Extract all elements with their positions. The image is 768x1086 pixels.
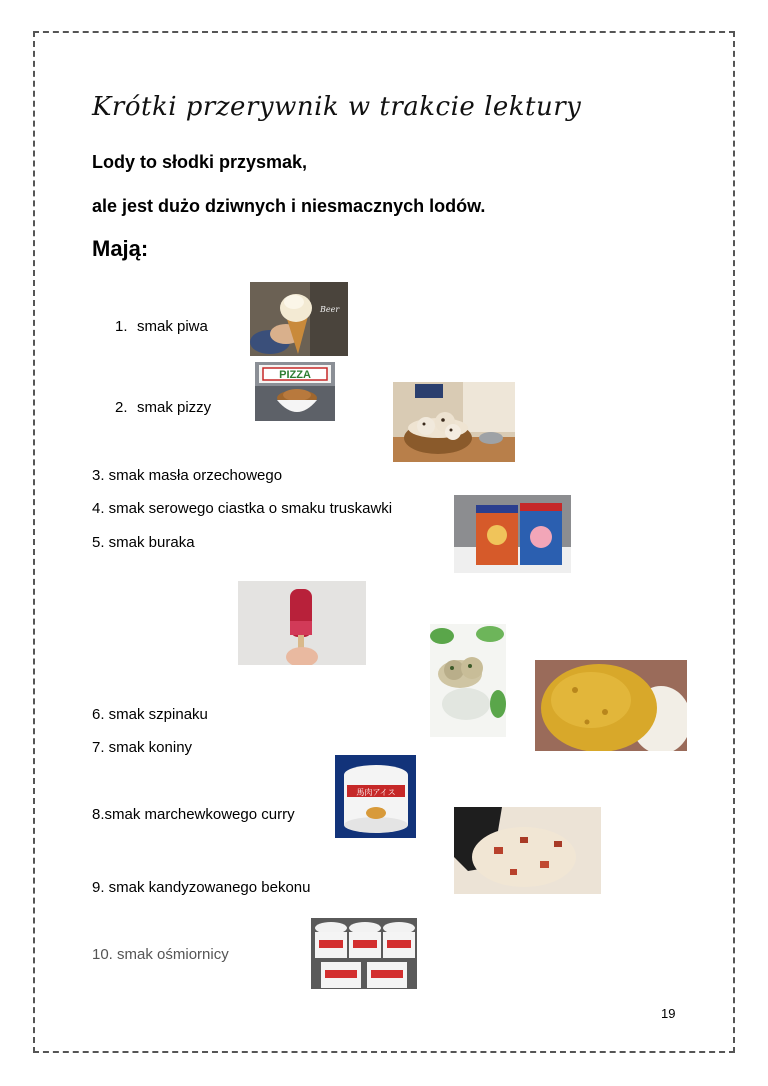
beetroot-popsicle-photo (238, 581, 366, 665)
lead-line-2: ale jest dużo dziwnych i niesmacznych lodów. (92, 196, 486, 216)
horse-meat-ice-cream-photo (335, 755, 416, 838)
list-item-spinach: 6. smak szpinaku (92, 706, 208, 723)
list-item-candied-bacon: 9. smak kandyzowanego bekonu (92, 879, 311, 896)
candied-bacon-ice-cream-photo (454, 807, 601, 894)
list-item-beetroot: 5. smak buraka (92, 534, 195, 551)
cheesecake-tubs-photo (454, 495, 571, 573)
page-number: 19 (661, 1006, 676, 1021)
list-item-peanut-butter: 3. smak masła orzechowego (92, 467, 283, 484)
list-item-pizza (115, 399, 211, 416)
pizza-sign-text: PIZZA (279, 369, 311, 381)
pizza-ice-cream-photo (255, 362, 335, 421)
list-item-octopus: 10. smak ośmiornicy (92, 946, 229, 963)
horse-tub-label-text: 馬肉アイス (356, 788, 396, 797)
list-item-beer (115, 318, 208, 335)
curry-ice-cream-scoop-photo (535, 660, 687, 751)
list-item-number: 1. (115, 318, 128, 335)
beer-ice-cream-photo (250, 282, 348, 356)
beer-label-text: Beer (320, 305, 340, 314)
list-item-label: smak piwa (137, 318, 208, 335)
list-item-horse-meat: 7. smak koniny (92, 739, 193, 756)
lead-line-1: Lody to słodki przysmak, (92, 152, 308, 172)
list-item-number: 2. (115, 399, 128, 416)
list-item-cheesecake: 4. smak serowego ciastka o smaku truskawki (92, 500, 393, 517)
page-title: Krótki przerywnik w trakcie lektury (92, 92, 582, 122)
spinach-ice-cream-photo (430, 624, 506, 737)
list-item-label: smak pizzy (137, 399, 212, 416)
octopus-ice-cream-photo (311, 918, 417, 989)
list-heading: Mają: (92, 236, 149, 261)
list-item-carrot-curry: 8.smak marchewkowego curry (92, 806, 295, 823)
cookie-ice-cream-bowl-photo (393, 382, 515, 462)
